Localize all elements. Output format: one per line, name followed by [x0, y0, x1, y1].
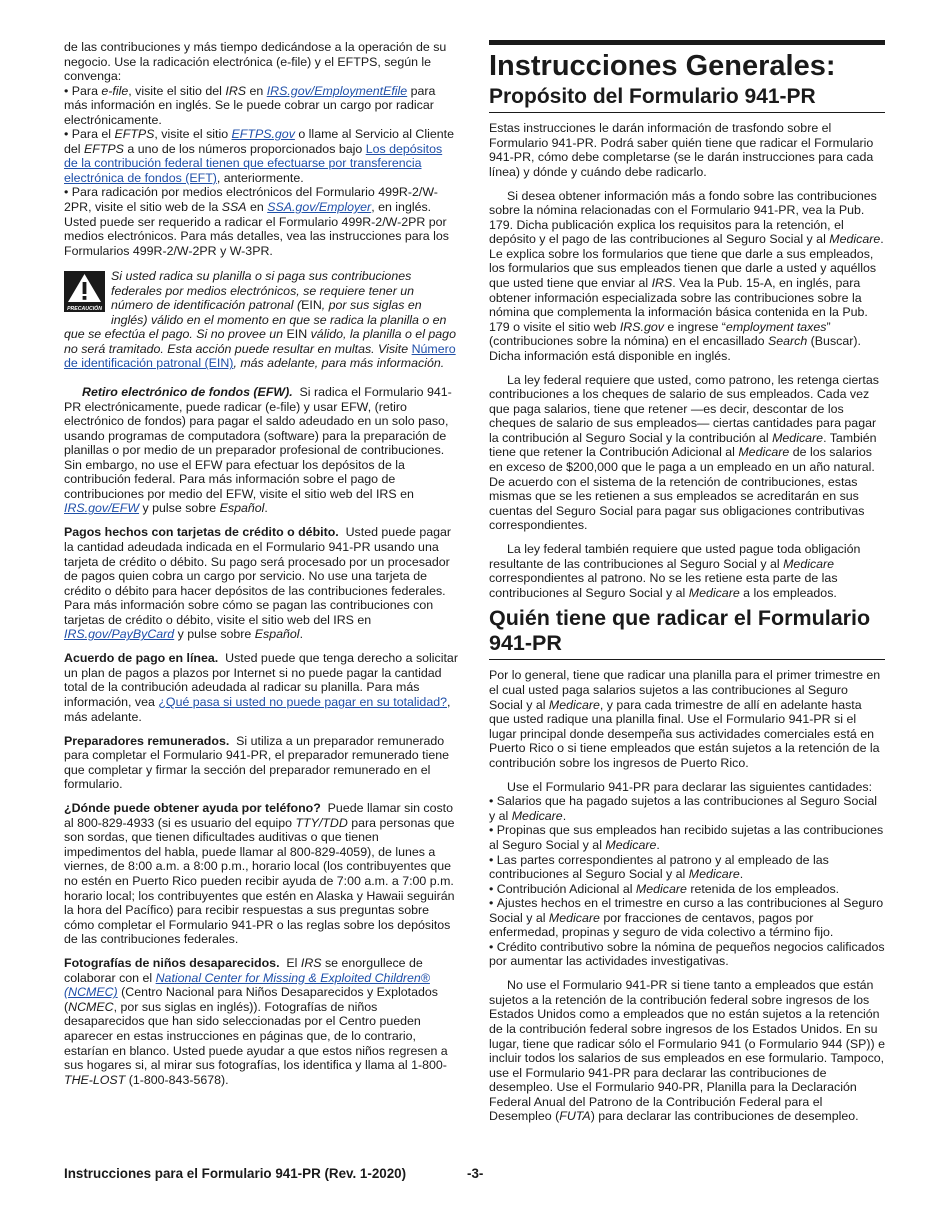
list-item: • Contribución Adicional al Medicare retenida de los empleados.: [489, 882, 885, 897]
ein-link[interactable]: Número de identificación patronal (EIN): [64, 341, 456, 371]
page-number: -3-: [467, 1166, 484, 1181]
cant-pay-link[interactable]: ¿Qué pasa si usted no puede pagar en su totalidad?: [158, 694, 447, 709]
paragraph: Acuerdo de pago en línea. Usted puede que tenga derecho a solicitar un plan de pagos a plazos por Internet si no puede pagar la cantidad total de la contribución adeudada al radicar su planilla. Para más información, vea ¿Qué pasa si usted no puede pagar en su totalidad?, más adelante.: [64, 651, 458, 724]
irs-efw-link[interactable]: IRS.gov/EFW: [64, 501, 140, 516]
paragraph: Use el Formulario 941-PR para declarar las siguientes cantidades:: [507, 779, 873, 794]
caution-note: PRECAUCIÓN Si usted radica su planilla o si paga sus contribuciones federales por medios electrónicos, se requiere tener un número de identificación patronal (EIN, por sus siglas en inglés) válido en el momento en que se radica la planilla o en que se efectúa el pago. Si no provee un EIN válido, la planilla o el pago no será tramitado. Esta acción puede resultar en multas. Visite Número de identificación patronal (EIN), más adelante, para más información.: [64, 269, 456, 371]
list-item: • Para radicación por medios electrónicos del Formulario 499R-2/W-2PR, visite el sitio web de la SSA en SSA.gov/Employer, en inglés. Usted puede ser requerido a radicar el Formulario 499R-2/W-2PR por medios electrónicos. Para más detalles, vea las instrucciones para los Formularios 499R-2/W-2PR y W-3PR.: [64, 185, 458, 258]
list-item: • Para e-file, visite el sitio del IRS en IRS.gov/EmploymentEfile para más información en inglés. Se le puede cobrar un cargo por radicar electrónicamente.: [64, 84, 458, 128]
list-item: • Salarios que ha pagado sujetos a las contribuciones al Seguro Social y al Medicare.: [489, 794, 885, 823]
right-column: [489, 40, 885, 1133]
eftps-link[interactable]: EFTPS.gov: [231, 127, 295, 142]
list-item: • Las partes correspondientes al patrono y al empleado de las contribuciones al Seguro Social y al Medicare.: [489, 853, 885, 882]
paragraph: de las contribuciones y más tiempo dedicándose a la operación de su negocio. Use la radicación electrónica (e-file) y el EFTPS, según le convenga:: [64, 40, 447, 84]
ncmec-link[interactable]: National Center for Missing & Exploited Children® (NCMEC): [64, 970, 430, 1000]
irs-efile-link[interactable]: IRS.gov/EmploymentEfile: [266, 83, 408, 98]
paragraph: No use el Formulario 941-PR si tiene tanto a empleados que están sujetos a la retención de la contribución federal sobre ingresos de los Estados Unidos como a empleados que no están sujetos a la retención de la contribución federal sobre ingresos de los Estados Unidos. En su lugar, tiene que radicar sólo el Formulario 941 (o Formulario 944 (SP)) e incluir todos los salarios de sus empleados en ese formulario. Tampoco, use el Formulario 941-PR para declarar las contribuciones de desempleo. Use el Formulario 940-PR, Planilla para la Declaración Federal Anual del Patrono de la Contribución Federal para el Desempleo (FUTA) para declarar las contribuciones de desempleo.: [489, 978, 885, 1124]
section-heading: Quién tiene que radicar el Formulario 941-PR: [489, 606, 885, 660]
left-column: [64, 40, 458, 1097]
caution-label: PRECAUCIÓN: [67, 306, 102, 313]
paragraph: Por lo general, tiene que radicar una planilla para el primer trimestre en el cual usted paga salarios sujetos a las contribuciones al Seguro Social y al Medicare, y para cada trimestre de allí en adelante hasta que usted radique una planilla final. Use el Formulario 941-PR si el lugar principal donde desempeña sus actividades comerciales está en Puerto Rico o si tiene empleados que están sujetos a la retención de la contribución sobre los ingresos de Puerto Rico.: [489, 668, 881, 770]
paragraph: Preparadores remunerados. Si utiliza a un preparador remunerado para completar el Formulario 941-PR, el preparador remunerado tiene que completar y firmar la sección del preparador remunerado en el formulario.: [64, 733, 449, 792]
deposits-eft-link[interactable]: Los depósitos de la contribución federal tienen que efectuarse por transferencia electrónica de fondos (EFT): [64, 141, 443, 185]
page-footer: [64, 1166, 885, 1186]
caution-icon: [64, 271, 105, 312]
section-heading: Propósito del Formulario 941-PR: [489, 84, 885, 113]
ssa-employer-link[interactable]: SSA.gov/Employer: [267, 200, 372, 215]
paragraph: Pagos hechos con tarjetas de crédito o débito. Usted puede pagar la cantidad adeudada indicada en el Formulario 941-PR usando una tarjeta de crédito o débito. Su pago será procesado por un procesador de pagos quien cobra un cargo por servicio. No use una tarjeta de crédito o débito para hacer depósitos de las contribuciones federales. Para más información sobre cómo se pagan las contribuciones con tarjetas de crédito o débito, visite el sitio web del IRS en IRS.gov/PayByCard y pulse sobre Español.: [64, 525, 452, 642]
paragraph: La ley federal también requiere que usted pague toda obligación resultante de las contribuciones al Seguro Social y al Medicare correspondientes al patrono. No se les retiene esta parte de las contribuciones al Seguro Social y al Medicare a los empleados.: [489, 542, 861, 600]
paybycard-link[interactable]: IRS.gov/PayByCard: [64, 627, 175, 642]
paragraph: Fotografías de niños desaparecidos. El IRS se enorgullece de colaborar con el National Center for Missing & Exploited Children® (NCMEC) (Centro Nacional para Niños Desaparecidos y Explotados (NCMEC, por sus siglas en inglés)). Fotografías de niños desaparecidos que han sido seleccionadas por el Centro pueden aparecer en estas instrucciones en páginas que, de lo contrario, estarían en blanco. Usted puede ayudar a que estos niños regresen a sus hogares si, al mirar sus fotografías, los identifica y llama al 1-800-THE-LOST (1-800-843-5678).: [64, 956, 448, 1087]
paragraph: Si desea obtener información más a fondo sobre las contribuciones sobre la nómina relacionadas con el Formulario 941-PR, vea la Pub. 179. Dicha publicación explica los requisitos para la retención, el depósito y el pago de las contribuciones al Seguro Social y al Medicare. Le explica sobre los formularios que tiene que darle a sus empleados, los formularios que sus empleados tienen que darle a usted y aquéllos que usted tiene que enviar al IRS. Vea la Pub. 15-A, en inglés, para obtener información especializada sobre las contribuciones sobre la nómina que complementa la información básica contenida en la Pub. 179 o visite el sitio web IRS.gov e ingrese “employment taxes” (contribuciones sobre la nómina) en el encasillado Search (Buscar). Dicha información está disponible en inglés.: [489, 188, 884, 363]
list-item: • Propinas que sus empleados han recibido sujetas a las contribuciones al Seguro Social y al Medicare.: [489, 823, 885, 852]
paragraph: Retiro electrónico de fondos (EFW). Si radica el Formulario 941-PR electrónicamente, puede radicar (e-file) y usar EFW, (retiro electrónico de fondos) para pagar el saldo adeudado en un solo paso, usando programas de computadora (software) para la preparación de planillas o por medio de un preparador profesional de contribuciones. Sin embargo, no use el EFW para efectuar los depósitos de la contribución federal. Para más información sobre el pago de contribuciones por medio del EFW, visite el sitio web del IRS en IRS.gov/EFW y pulse sobre Español.: [64, 385, 452, 516]
paragraph: Estas instrucciones le darán información de trasfondo sobre el Formulario 941-PR. Podrá saber quién tiene que radicar el Formulario 941-PR, cómo debe completarse (se le darán instrucciones para cada línea) y dónde y cuándo debe radicarlo.: [489, 121, 874, 179]
paragraph: La ley federal requiere que usted, como patrono, les retenga ciertas contribuciones a los cheques de salario de sus empleados. Cada vez que paga salarios, tiene que retener —es decir, descontar de los cheques de salario de sus empleados— ciertas cantidades para pagar la contribución al Seguro Social y la contribución al Medicare. También tiene que retener la Contribución Adicional al Medicare de los salarios en exceso de $200,000 que le paga a un empleado en un año natural. De acuerdo con el sistema de la retención de contribuciones, estas mismas que se les retienen a sus empleados se acreditarán en sus cuentas del Seguro Social para pagar sus obligaciones contributivas correspondientes.: [489, 372, 879, 533]
page-title: Instrucciones Generales:: [489, 40, 885, 83]
list-item: • Para el EFTPS, visite el sitio EFTPS.gov o llame al Servicio al Cliente del EFTPS a uno de los números proporcionados bajo Los depósitos de la contribución federal tienen que efectuarse por transferencia electrónica de fondos (EFT), anteriormente.: [64, 127, 458, 185]
paragraph: ¿Dónde puede obtener ayuda por teléfono? Puede llamar sin costo al 800-829-4933 (si es usuario del equipo TTY/TDD para personas que son sordas, que tienen dificultades auditivas o que tienen impedimentos del habla, puede llamar al 800-829-4059), de lunes a viernes, de 8:00 a.m. a 8:00 p.m., horario local (los contribuyentes que no estén en Puerto Rico pueden recibir ayuda de 7:00 a.m. a 7:00 p.m. horario local; los contribuyentes que estén en Alaska y Hawaii seguirán la hora del Pacífico) para recibir respuestas a sus preguntas sobre cómo completar el Formulario 941-PR o las reglas sobre los depósitos de las contribuciones federales.: [64, 801, 455, 947]
footer-title: Instrucciones para el Formulario 941-PR (Rev. 1-2020): [64, 1166, 407, 1181]
list-item: • Ajustes hechos en el trimestre en curso a las contribuciones al Seguro Social y al Medicare por fracciones de centavos, pagos por enfermedad, propinas y seguro de vida colectivo a término fijo.: [489, 896, 885, 940]
list-item: • Crédito contributivo sobre la nómina de pequeños negocios calificados por aumentar las actividades investigativas.: [489, 940, 885, 969]
